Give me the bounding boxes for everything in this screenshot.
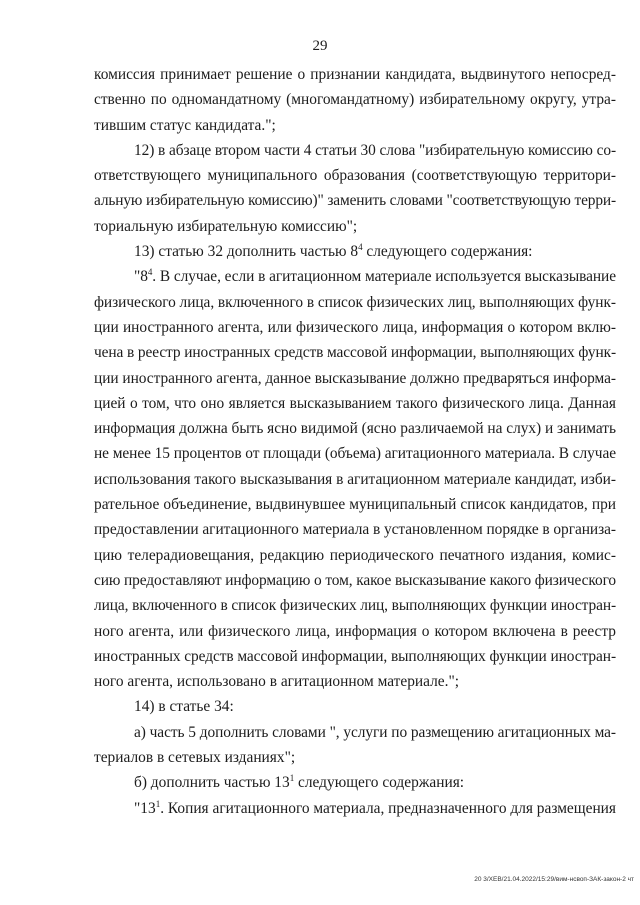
text-fragment: б) дополнить частью 13 [134, 774, 290, 792]
text-line: альную избирательную комиссию)" заменить словами "соответствующую терри- [94, 192, 616, 210]
text-fragment: 13) статью 32 дополнить частью 8 [134, 243, 359, 261]
text-line: чена в реестр иностранных средств массовой информации, выполняющих функ- [94, 344, 616, 362]
superscript: 4 [358, 241, 363, 252]
text-line: ответствующего муниципального образования (соответствующую территори- [94, 167, 616, 185]
text-line [94, 239, 616, 264]
text-line [94, 264, 616, 289]
text-fragment: "8 [134, 268, 148, 286]
text-fragment: следующего содержания: [294, 774, 465, 792]
text-line: лица, включенного в список физических лиц, выполняющих функции иностран- [94, 597, 616, 615]
footer-stamp: 20 3/ХЕВ/21.04.2022/15:29/вим-нсвоп-ЗАК-закон-2 чт [474, 876, 634, 883]
page-number: 29 [312, 38, 328, 54]
text-line: рательное объединение, выдвинувшее муниципальный список кандидатов, при [94, 496, 616, 514]
text-line: сию предоставляют информацию о том, какое высказывание какого физического [94, 571, 616, 589]
text-line [94, 770, 616, 795]
text-line: использования такого высказывания в агитационном материале кандидат, изби- [94, 470, 616, 488]
text-fragment: . Копия агитационного материала, предназначенного для размещения [160, 799, 616, 817]
text-line: ного агента, или физического лица, информация о котором включена в реестр [94, 622, 616, 640]
superscript: 1 [289, 773, 295, 784]
text-line: тившим статус кандидата."; [94, 116, 276, 134]
text-line: 14) в статье 34: [134, 698, 234, 716]
text-line: цию телерадиовещания, редакцию периодического печатного издания, комис- [94, 546, 616, 564]
text-line: 12) в абзаце втором части 4 статьи 30 слова "избирательную комиссию со- [134, 141, 616, 159]
text-line: физического лица, включенного в список физических лиц, выполняющих функ- [94, 293, 616, 311]
text-line: ции иностранного агента, данное высказывание должно предваряться информа- [94, 369, 616, 387]
text-line [94, 796, 616, 821]
text-line: а) часть 5 дополнить словами ", услуги по размещению агитационных ма- [134, 723, 616, 741]
text-line: ториальную избирательную комиссию"; [94, 217, 358, 235]
text-line: териалов в сетевых изданиях"; [94, 749, 296, 767]
text-line: ции иностранного агента, или физического лица, информация о котором вклю- [94, 318, 616, 336]
text-line: иностранных средств массовой информации, выполняющих функции иностран- [94, 647, 616, 665]
text-fragment: следующего содержания: [362, 243, 533, 261]
text-line: предоставлении агитационного материала в установленном порядке в организа- [94, 521, 616, 539]
text-line: ственно по одномандатному (многомандатному) избирательному округу, утра- [94, 91, 616, 109]
superscript: 4 [147, 267, 153, 278]
text-line: ного агента, использовано в агитационном материале."; [94, 673, 460, 691]
text-fragment: . В случае, если в агитационном материале используется высказывание [152, 268, 616, 286]
text-line: информация должна быть ясно видимой (ясно различаемой на слух) и занимать [94, 420, 616, 438]
text-line: цией о том, что оно является высказыванием такого физического лица. Данная [94, 394, 616, 412]
text-fragment: "13 [134, 799, 156, 817]
superscript: 1 [155, 798, 161, 809]
text-line: не менее 15 процентов от площади (объема) агитационного материала. В случае [94, 445, 616, 463]
text-line: комиссия принимает решение о признании кандидата, выдвинутого непосред- [94, 66, 616, 83]
document-body [94, 62, 616, 821]
